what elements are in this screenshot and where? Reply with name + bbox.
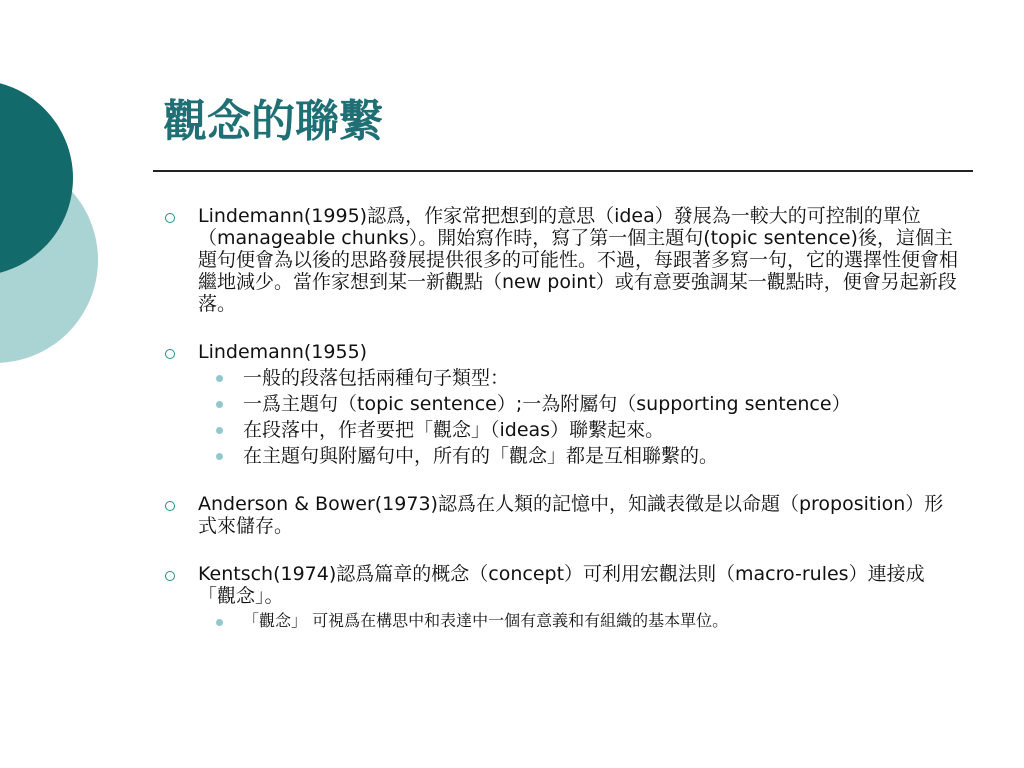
hollow-circle-bullet-icon <box>165 501 175 511</box>
bullet-item <box>160 493 960 537</box>
title-divider <box>153 170 973 172</box>
filled-dot-bullet-icon <box>216 401 223 408</box>
bullet-item <box>160 341 960 467</box>
decorative-circles <box>0 0 120 420</box>
bullet-text: Lindemann(1955) <box>198 341 368 363</box>
sub-bullet-text: 「觀念」 可視爲在構思中和表達中一個有意義和有組織的基本單位。 <box>243 611 729 630</box>
dark-teal-circle <box>0 80 73 276</box>
bullet-text: Lindemann(1995)認爲，作家常把想到的意思（idea）發展為一較大的可控制的單位（manageable chunks）。開始寫作時，寫了第一個主題句(topic sentence)後，這個主題句便會為以後的思路發展提供很多的可能性。不過，每跟著多寫一句，它的選擇性便會相繼地減少。當作家想到某一新觀點（new point）或有意要強調某一觀點時，便會另起新段落。 <box>198 205 959 315</box>
light-teal-circle <box>0 157 98 363</box>
hollow-circle-bullet-icon <box>165 349 175 359</box>
sub-bullet-text: 一爲主題句（topic sentence）;一為附屬句（supporting sentence） <box>243 393 851 415</box>
sub-bullet-item <box>198 445 960 467</box>
sub-bullet-text: 在段落中，作者要把「觀念」（ideas）聯繫起來。 <box>243 419 665 441</box>
filled-dot-bullet-icon <box>216 453 223 460</box>
sub-bullet-text: 一般的段落包括兩種句子類型： <box>243 367 510 389</box>
sub-bullet-list <box>198 367 960 467</box>
sub-bullet-text: 在主題句與附屬句中，所有的「觀念」都是互相聯繫的。 <box>243 445 719 467</box>
sub-bullet-item <box>198 611 960 631</box>
bullet-item <box>160 205 960 315</box>
filled-dot-bullet-icon <box>216 619 223 626</box>
slide-title: 觀念的聯繫 <box>163 96 383 147</box>
filled-dot-bullet-icon <box>216 427 223 434</box>
hollow-circle-bullet-icon <box>165 571 175 581</box>
filled-dot-bullet-icon <box>216 375 223 382</box>
sub-bullet-item <box>198 393 960 415</box>
sub-bullet-item <box>198 419 960 441</box>
bullet-item <box>160 563 960 631</box>
sub-bullet-list <box>198 611 960 631</box>
sub-bullet-item <box>198 367 960 389</box>
bullet-text: Kentsch(1974)認爲篇章的概念（concept）可利用宏觀法則（macro-rules）連接成「觀念」。 <box>198 563 925 607</box>
bullet-list <box>160 205 960 657</box>
bullet-text: Anderson & Bower(1973)認爲在人類的記憶中，知識表徵是以命題（proposition）形式來儲存。 <box>198 493 944 537</box>
hollow-circle-bullet-icon <box>165 213 175 223</box>
